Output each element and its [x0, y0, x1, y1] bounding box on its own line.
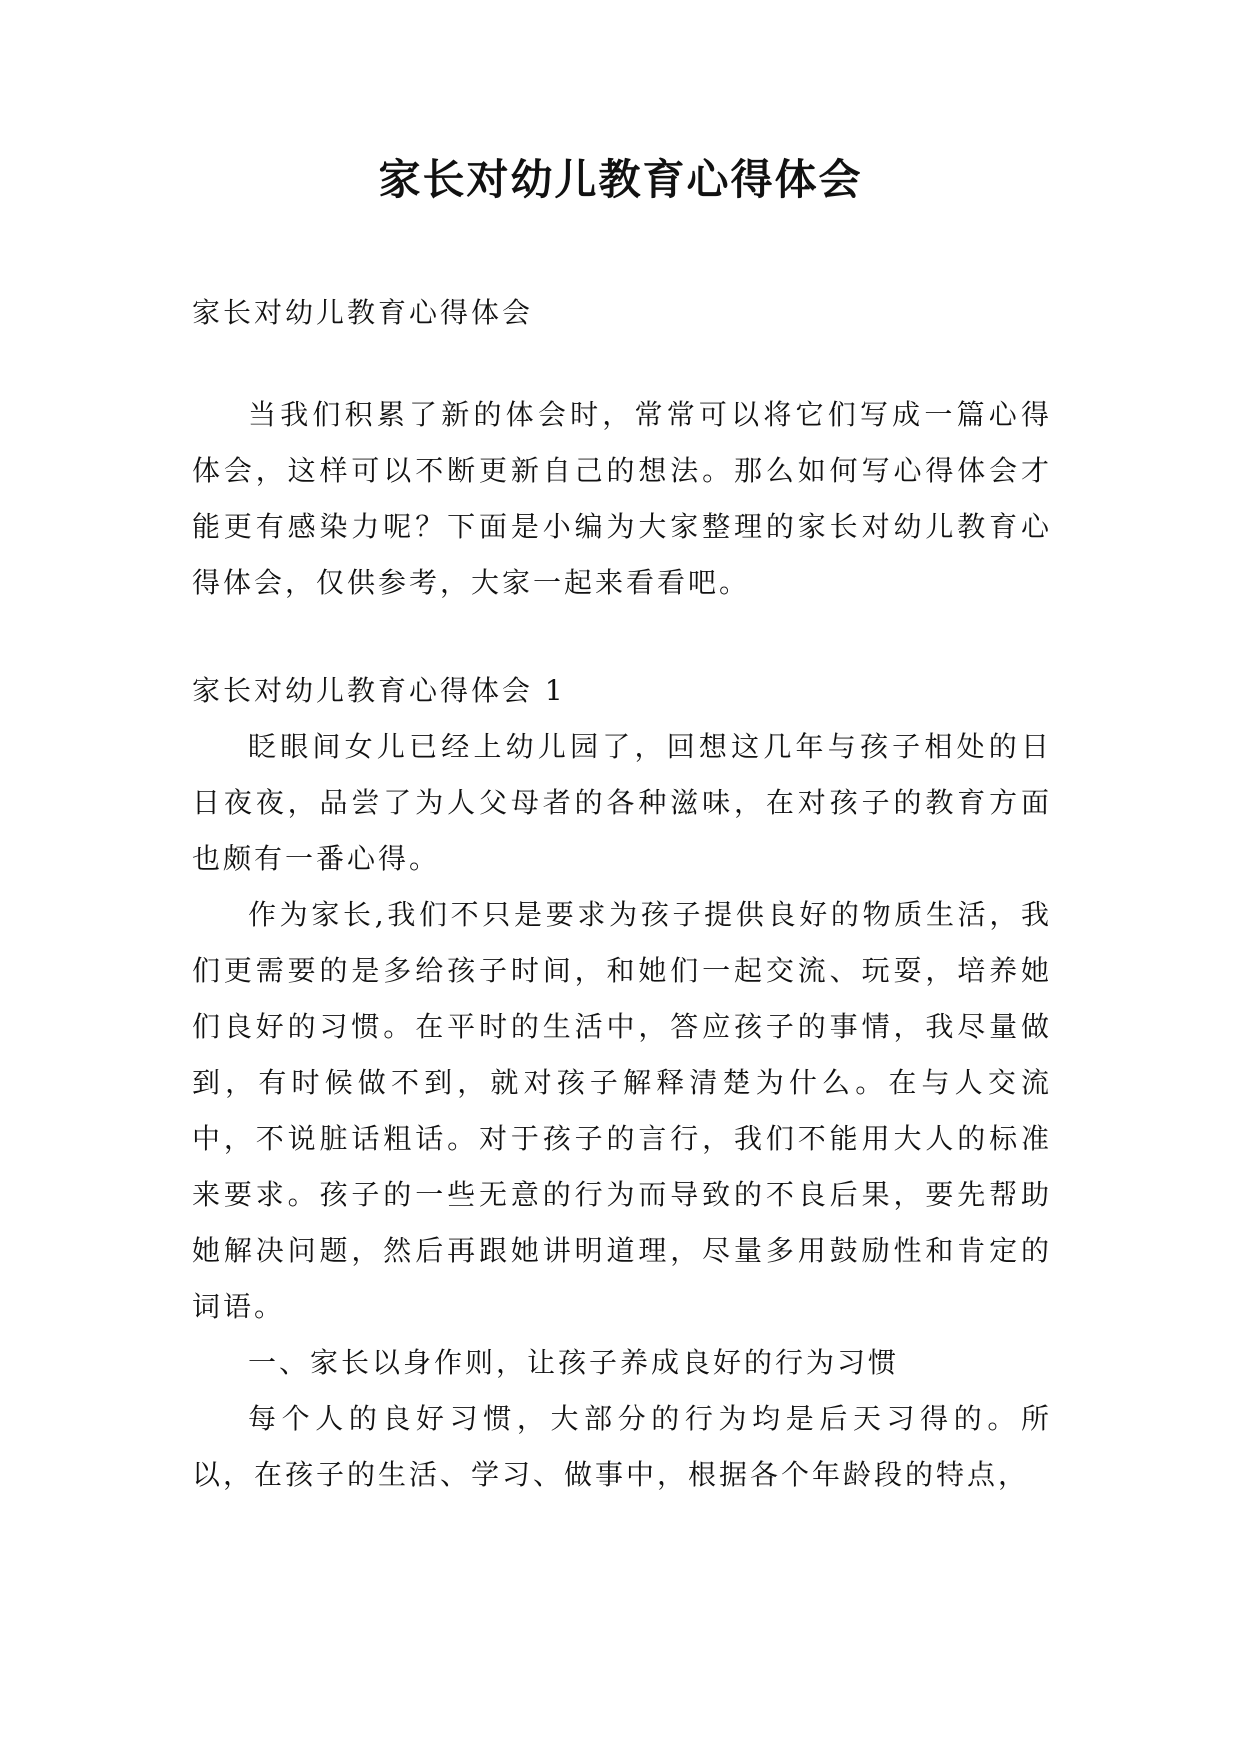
document-title: 家长对幼儿教育心得体会 — [378, 155, 863, 204]
section-heading: 家长对幼儿教育心得体会 1 — [192, 674, 566, 707]
body-paragraph: 眨眼间女儿已经上幼儿园了，回想这几年与孩子相处的日日夜夜，品尝了为人父母者的各种滋味，在对孩子的教育方面也颇有一番心得。 — [192, 730, 1052, 875]
body-paragraph: 每个人的良好习惯，大部分的行为均是后天习得的。所以，在孩子的生活、学习、做事中，根据各个年龄段的特点， — [192, 1402, 1052, 1491]
body-paragraph: 作为家长,我们不只是要求为孩子提供良好的物质生活，我们更需要的是多给孩子时间，和她们一起交流、玩耍，培养她们良好的习惯。在平时的生活中，答应孩子的事情，我尽量做到，有时候做不到，就对孩子解释清楚为什么。在与人交流中，不说脏话粗话。对于孩子的言行，我们不能用大人的标准来要求。孩子的一些无意的行为而导致的不良后果，要先帮助她解决问题，然后再跟她讲明道理，尽量多用鼓励性和肯定的词语。 — [192, 898, 1052, 1323]
document-subtitle: 家长对幼儿教育心得体会 — [192, 296, 534, 329]
document-body — [192, 285, 1052, 1503]
intro-paragraph: 当我们积累了新的体会时，常常可以将它们写成一篇心得体会，这样可以不断更新自己的想法。那么如何写心得体会才能更有感染力呢？下面是小编为大家整理的家长对幼儿教育心得体会，仅供参考，大家一起来看看吧。 — [192, 398, 1052, 599]
sub-heading: 一、家长以身作则，让孩子养成良好的行为习惯 — [248, 1346, 900, 1379]
